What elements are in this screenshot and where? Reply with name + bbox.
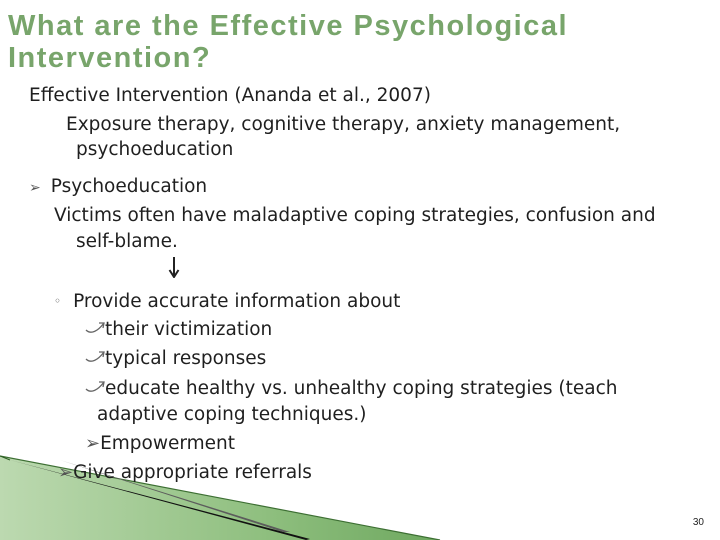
arrow-bullet-icon: ➢ (58, 462, 74, 483)
slide-title-line-2: Intervention? (8, 42, 212, 74)
hollow-circle-icon: ◦ (54, 294, 62, 308)
referrals-text: Give appropriate referrals (73, 462, 312, 483)
corner-decoration (0, 440, 720, 540)
bullet-psychoeducation (29, 175, 207, 200)
sub-bullet-provide-info (54, 289, 400, 314)
swoosh-icon (85, 381, 105, 395)
down-arrow-icon (168, 256, 180, 278)
item-typical-responses (85, 347, 266, 371)
psychoeducation-detail-line-1: Victims often have maladaptive coping strategies, confusion and (54, 205, 656, 226)
psychoeducation-detail-line-2: self-blame. (76, 231, 178, 252)
item-coping-continuation: adaptive coping techniques.) (97, 404, 367, 425)
effective-heading: Effective Intervention (Ananda et al., 2007) (29, 85, 431, 106)
page-number: 30 (692, 517, 704, 528)
effective-detail-line-1: Exposure therapy, cognitive therapy, anxiety management, (66, 114, 621, 135)
psychoeducation-heading: Psychoeducation (50, 176, 208, 197)
item-text: educate healthy vs. unhealthy coping strategies (teach (105, 378, 618, 399)
effective-detail-line-2: psychoeducation (76, 139, 234, 160)
swoosh-icon (85, 351, 105, 365)
provide-info-text: Provide accurate information about (73, 291, 401, 312)
item-text: their victimization (105, 319, 273, 340)
arrow-bullet-icon: ➢ (29, 180, 41, 196)
slide-title-line-1: What are the Effective Psychological (8, 10, 569, 42)
arrow-bullet-icon: ➢ (85, 433, 101, 454)
bullet-referrals (58, 461, 312, 485)
empowerment-text: Empowerment (100, 433, 236, 454)
slide-title (8, 10, 568, 74)
item-victimization (85, 318, 272, 342)
item-coping-strategies (85, 377, 618, 401)
item-text: typical responses (105, 348, 267, 369)
swoosh-icon (85, 322, 105, 336)
